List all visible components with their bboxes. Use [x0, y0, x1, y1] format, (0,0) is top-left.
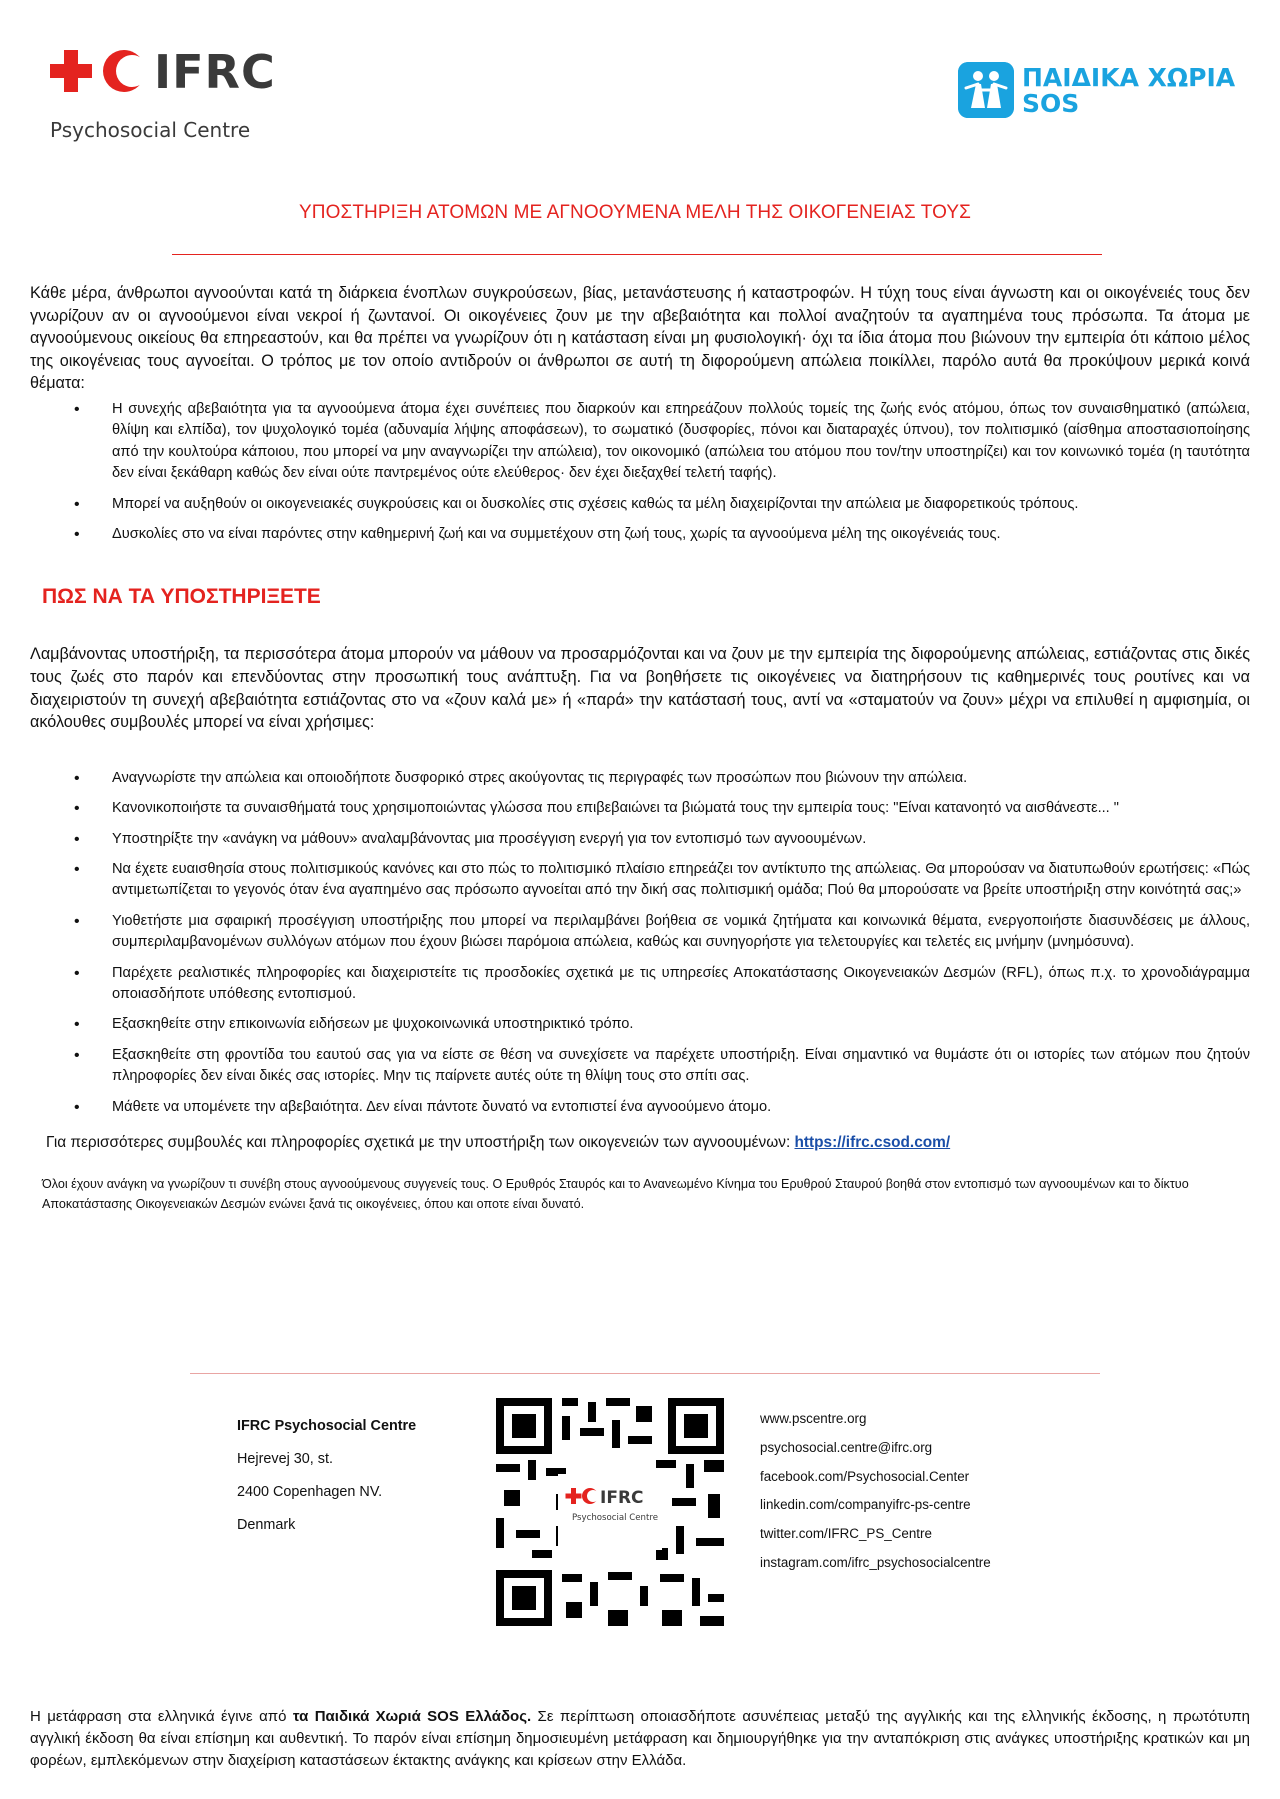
- section-title: ΠΩΣ ΝΑ ΤΑ ΥΠΟΣΤΗΡΙΞΕΤΕ: [42, 585, 321, 609]
- list-item: • Μάθετε να υπομένετε την αβεβαιότητα. Δεν είναι πάντοτε δυνατό να εντοπιστεί ένα αγνοούμενο άτομο.: [30, 1097, 1250, 1118]
- intro-paragraph: Κάθε μέρα, άνθρωποι αγνοούνται κατά τη διάρκεια ένοπλων συγκρούσεων, βίας, μετανάστευσης ή καταστροφών. Η τύχη τους είναι άγνωστη και οι οικογένειές τους δεν γνωρίζουν αν οι αγνοούμενοι είναι νεκροί ή ζωντανοί. Οι οικογένειες ζουν με την αβεβαιότητα και πολλοί αναζητούν τα αγαπημένα τους πρόσωπα. Τα άτομα με αγνοούμενους οικείους θα επηρεαστούν, και θα πρέπει να γνωρίζουν ότι η κατάσταση είναι μη φυσιολογική· όχι τα ίδια άτομα που βιώνουν την εμπειρία ότι κάποιο μέλος της οικογένειας τους αγνοείται. Ο τρόπος με τον οποίο αντιδρούν οι άνθρωποι σε αυτή τη διφορούμενη απώλεια ποικίλλει, παρόλο αυτά θα προκύψουν μερικά κοινά θέματα:: [30, 284, 1250, 393]
- website-link[interactable]: www.pscentre.org: [760, 1411, 867, 1426]
- page-title: ΥΠΟΣΤΗΡΙΞΗ ΑΤΟΜΩΝ ΜΕ ΑΓΝΟΟΥΜΕΝΑ ΜΕΛΗ ΤΗΣ ΟΙΚΟΓΕΝΕΙΑΣ ΤΟΥΣ: [299, 202, 971, 223]
- qr-logo-box: [558, 1474, 662, 1550]
- main-content: [30, 282, 1250, 1214]
- sos-logo-line1: ΠΑΙΔΙΚΑ ΧΩΡΙΑ: [1022, 63, 1236, 92]
- closing-note: Όλοι έχουν ανάγκη να γνωρίζουν τι συνέβη στους αγνοούμενους συγγενείς τους. Ο Ερυθρός Σταυρός και το Ανανεωμένο Κίνημα του Ερυθρού Σταυρού βοηθά στον εντοπισμό των αγνοουμένων και το δίκτυο Αποκατάστασης Οικογενειακών Δεσμών ενώνει ξανά τις οικογένειες, όπου και οποτε είναι δυνατό.: [42, 1177, 1189, 1212]
- qr-finder-top-left: [496, 1398, 552, 1454]
- more-info-text: Για περισσότερες συμβουλές και πληροφορίες σχετικά με την υποστήριξη των οικογενειών των αγνοουμένων:: [46, 1134, 795, 1152]
- list-item: • Παρέχετε ρεαλιστικές πληροφορίες και διαχειριστείτε τις προσδοκίες σχετικά με τις υπηρεσίες Αποκατάστασης Οικογενειακών Δεσμών (RFL), όπως π.χ. το χρονοδιάγραμμα οποιασδήποτε υπόθεσης εντοπισμού.: [30, 963, 1250, 1006]
- instagram-link[interactable]: instagram.com/ifrc_psychosocialcentre: [760, 1554, 991, 1570]
- twitter-link[interactable]: twitter.com/IFRC_PS_Centre: [760, 1526, 932, 1542]
- address-organisation: IFRC Psychosocial Centre: [237, 1418, 417, 1434]
- list-item: • Η συνεχής αβεβαιότητα για τα αγνοούμενα άτομα έχει συνέπειες που διαρκούν και επηρεάζουν πολλούς τομείς της ζωής ενός ατόμου, όπως τον συναισθηματικό (απώλεια, θλίψη και ελπίδα), τον ψυχολογικό τομέα (αδυναμία λήψης αποφάσεων), το σωματικό (δυσφορίες, πόνοι και διαταραχές ύπνου), τον πολιτισμικό (αίσθημα αποστασιοποίησης από την κουλτούρα κάποιου, που μπορεί να μην αναγνωρίζει την απώλεια), τον οικονομικό (απώλεια του ατόμου που τον/την υποστηρίζει) και τον κοινωνικό τομέα (η ταυτότητα δεν είναι ξεκάθαρη καθώς δεν είναι ούτε παντρεμένος ούτε ελεύθερος· δεν έχει διεξαχθεί τελετή ταφής).: [30, 399, 1250, 485]
- list-item: • Εξασκηθείτε στη φροντίδα του εαυτού σας για να είστε σε θέση να συνεχίσετε να παρέχετε υποστήριξη. Είναι σημαντικό να θυμάστε ότι οι ιστορίες των ατόμων που ζητούν πληροφορίες δεν είναι δικές σας ιστορίες. Μην τις παίρνετε αυτές ούτε τη θλίψη τους στο σπίτι σας.: [30, 1045, 1250, 1088]
- qr-finder-top-right: [668, 1398, 724, 1454]
- red-cross-crescent-icon: [50, 50, 146, 94]
- tips-list: [30, 768, 1250, 1118]
- sos-children-icon: [958, 62, 1014, 118]
- qr-ifrc-wordmark: IFRC: [600, 1488, 644, 1508]
- ifrc-csod-link[interactable]: https://ifrc.csod.com/: [794, 1134, 951, 1152]
- list-item: • Υποστηρίξτε την «ανάγκη να μάθουν» αναλαμβάνοντας μια προσέγγιση ενεργή για τον εντοπισμό των αγνοουμένων.: [30, 829, 1250, 850]
- footer-text-after: Σε περίπτωση οποιασδήποτε ασυνέπειας μεταξύ της αγγλικής και της ελληνικής έκδοσης, η πρωτότυπη αγγλική έκδοση θα είναι επίσημη και αυθεντική. Το παρόν είναι επίσημη δημοσιευμένη μετάφραση και δημιουργήθηκε για την ανταπόκριση στις ανάγκες υποστήριξης κρατικών και μη φορέων, εμπλεκόμενων στην διαχείριση καταστάσεων έκτακτης ανάγκης και κρίσεων στην Ελλάδα.: [30, 1708, 1250, 1769]
- contact-address: [237, 1410, 416, 1542]
- list-item: • Εξασκηθείτε στην επικοινωνία ειδήσεων με ψυχοκοινωνικά υποστηρικτικό τρόπο.: [30, 1014, 1250, 1035]
- facebook-link[interactable]: facebook.com/Psychosocial.Center: [760, 1468, 970, 1484]
- sos-childrens-villages-logo: [958, 62, 1248, 122]
- support-intro-paragraph: Λαμβάνοντας υποστήριξη, τα περισσότερα άτομα μπορούν να μάθουν να προσαρμόζονται και να ζουν με την εμπειρία της διφορούμενης απώλειας, εστιάζοντας στις δικές τους ζωές στο παρόν και επενδύοντας στην προσωπική τους ανάπτυξη. Για να βοηθήσετε τις οικογένειες να διατηρήσουν τις καθημερινές τους ρουτίνες και να διαχειριστούν τη συνεχή αβεβαιότητα εστιάζοντας στο να «ζουν καλά με» ή «παρά» την κατάστασή τους, αντί να «σταματούν να ζουν» μέχρι να επιλυθεί η αμφισημία, οι ακόλουθες συμβουλές μπορεί να είναι χρήσιμες:: [30, 645, 1250, 732]
- list-item: • Να έχετε ευαισθησία στους πολιτισμικούς κανόνες και στο πώς το πολιτισμικό πλαίσιο επηρεάζει τον αντίκτυπο της απώλειας. Θα μπορούσαν να διατυπωθούν ερωτήσεις: «Πώς αντιμετωπίζεται το γεγονός όταν ένα αγαπημένο σας πρόσωπο αγνοείται από την δική σας πολιτισμική ομάδα; Πού θα μπορούσατε να βρείτε υποστήριξη στην κοινότητά σας;»: [30, 859, 1250, 902]
- address-street: Hejrevej 30, st.: [237, 1451, 333, 1467]
- sos-logo-line2: SOS: [1022, 89, 1080, 118]
- ifrc-wordmark: IFRC: [154, 45, 276, 99]
- ifrc-subtitle: Psychosocial Centre: [50, 118, 251, 142]
- intro-bullet-list: [30, 399, 1250, 545]
- list-item: • Υιοθετήστε μια σφαιρική προσέγγιση υποστήριξης που μπορεί να περιλαμβάνει βοήθεια σε νομικά ζητήματα και κοινωνικά θέματα, ενεργοποιήστε διασυνδέσεις με άλλους, συμπεριλαμβανομένων συλλόγων ατόμων που έχουν βιώσει παρόμοια απώλεια, καθώς και συνηγορήστε για τελετουργίες και τελετές εις μνήμην (μνημόσυνα).: [30, 911, 1250, 954]
- contact-links: [760, 1405, 991, 1578]
- qr-code[interactable]: [496, 1398, 724, 1626]
- ifrc-logo: [50, 44, 290, 144]
- more-info-line: [46, 1134, 1250, 1152]
- title-divider: [172, 254, 1102, 255]
- footer-text-before: Η μετάφραση στα ελληνικά έγινε από: [30, 1708, 293, 1725]
- linkedin-link[interactable]: linkedin.com/companyifrc-ps-centre: [760, 1497, 971, 1513]
- page-header: [0, 0, 1280, 150]
- address-country: Denmark: [237, 1517, 296, 1533]
- qr-finder-bottom-left: [496, 1570, 552, 1626]
- footer-divider: [190, 1373, 1100, 1374]
- list-item: • Κανονικοποιήστε τα συναισθήματά τους χρησιμοποιώντας γλώσσα που επιβεβαιώνει τα βιώματά τους την εμπειρία τους: "Είναι κατανοητό να αισθάνεστε... ": [30, 798, 1250, 819]
- qr-ifrc-subtitle: Psychosocial Centre: [572, 1513, 658, 1523]
- list-item: • Αναγνωρίστε την απώλεια και οποιοδήποτε δυσφορικό στρες ακούγοντας τις περιγραφές των προσώπων που βιώνουν την απώλεια.: [30, 768, 1250, 789]
- email-link[interactable]: psychosocial.centre@ifrc.org: [760, 1439, 933, 1455]
- translation-footer: [30, 1706, 1250, 1772]
- list-item: • Μπορεί να αυξηθούν οι οικογενειακές συγκρούσεις και οι δυσκολίες στις σχέσεις καθώς τα μέλη διαχειρίζονται την απώλεια με διαφορετικούς τρόπους.: [30, 494, 1250, 515]
- address-city: 2400 Copenhagen NV.: [237, 1484, 383, 1500]
- list-item: • Δυσκολίες στο να είναι παρόντες στην καθημερινή ζωή και να συμμετέχουν στη ζωή τους, χωρίς τα αγνοούμενα μέλη της οικογένειάς τους.: [30, 524, 1250, 545]
- footer-translator: τα Παιδικά Χωριά SOS Ελλάδος.: [292, 1708, 532, 1725]
